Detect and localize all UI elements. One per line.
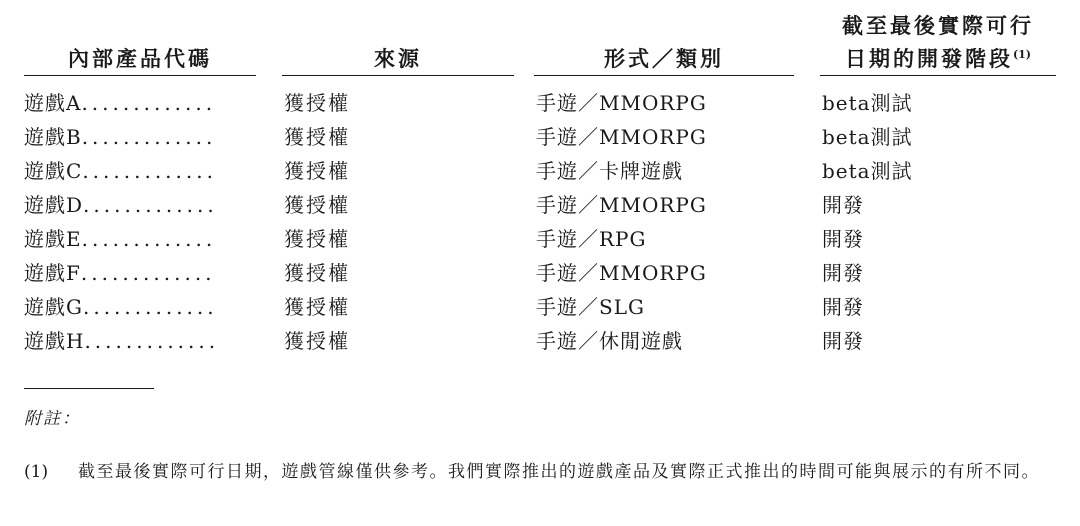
table-body [24,86,1056,358]
source-cell: 獲授權 [284,295,350,319]
table-row [24,222,1056,256]
source-cell: 獲授權 [284,125,350,149]
product-code-cell: 遊戲D............. [24,193,218,217]
table-row [24,324,1056,358]
format-cell: 手遊／MMORPG [536,125,707,149]
format-cell: 手遊／RPG [536,227,647,251]
table-row [24,86,1056,120]
table-row [24,154,1056,188]
format-cell: 手遊／休閒遊戲 [536,329,683,353]
stage-cell: beta測試 [822,125,913,149]
product-code-cell: 遊戲C............. [24,159,217,183]
product-code-cell: 遊戲F............. [24,261,216,285]
stage-cell: 開發 [822,295,864,319]
footnote-number: (1) [24,462,49,482]
format-cell: 手遊／SLG [536,295,645,319]
product-code-cell: 遊戲A............. [24,91,217,115]
product-code-cell: 遊戲G............. [24,295,218,319]
header-source: 來源 [282,44,514,76]
stage-cell: 開發 [822,193,864,217]
table-row [24,120,1056,154]
table-header [24,0,1056,76]
format-cell: 手遊／MMORPG [536,193,707,217]
footnote-text: 截至最後實際可行日期，遊戲管線僅供參考。我們實際推出的遊戲產品及實際正式推出的時間可能與展示的有所不同。 [78,462,1040,482]
stage-cell: 開發 [822,329,864,353]
notes-label: 附註： [24,409,81,429]
stage-cell: 開發 [822,227,864,251]
footnote-divider [24,388,154,389]
stage-cell: beta測試 [822,91,913,115]
format-cell: 手遊／MMORPG [536,91,707,115]
product-code-cell: 遊戲B............. [24,125,217,149]
source-cell: 獲授權 [284,159,350,183]
header-format-category: 形式／類別 [534,44,794,76]
header-development-stage: 截至最後實際可行 日期的開發階段$^{(1)}$ [820,11,1056,76]
source-cell: 獲授權 [284,91,350,115]
product-code-cell: 遊戲H............. [24,329,220,353]
source-cell: 獲授權 [284,329,350,353]
table-row [24,188,1056,222]
footnote-ref: (1) [1012,48,1032,61]
product-code-cell: 遊戲E............. [24,227,217,251]
format-cell: 手遊／MMORPG [536,261,707,285]
stage-cell: 開發 [822,261,864,285]
stage-cell: beta測試 [822,159,913,183]
source-cell: 獲授權 [284,261,350,285]
source-cell: 獲授權 [284,227,350,251]
table-row [24,290,1056,324]
table-row [24,256,1056,290]
format-cell: 手遊／卡牌遊戲 [536,159,683,183]
source-cell: 獲授權 [284,193,350,217]
header-product-code: 內部產品代碼 [24,44,256,76]
